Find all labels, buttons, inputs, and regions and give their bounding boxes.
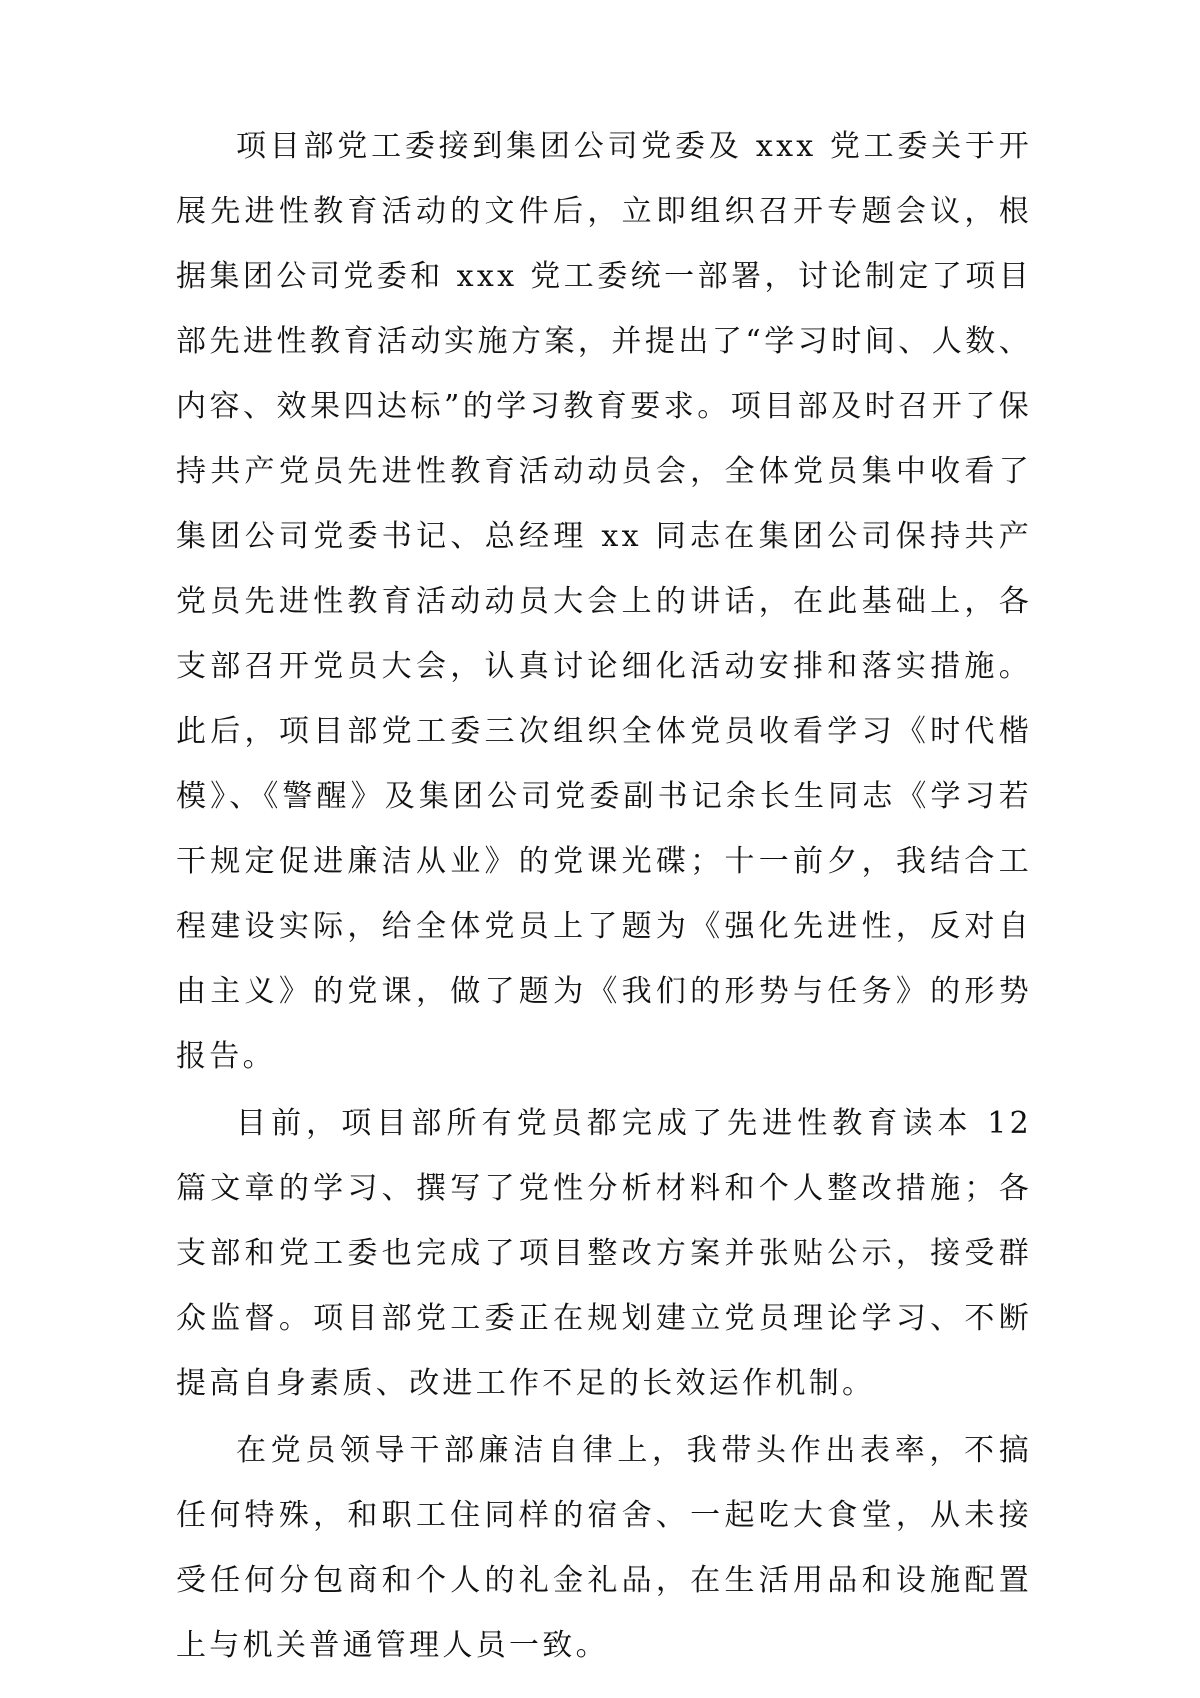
paragraph-current-progress: 目前，项目部所有党员都完成了先进性教育读本 12 篇文章的学习、撰写了党性分析材料和个人整改措施；各支部和党工委也完成了项目整改方案并张贴公示，接受群众监督。项目部党工委正在规划建立党员理论学习、不断提高自身素质、改进工作不足的长效运作机制。 bbox=[176, 1106, 1032, 1401]
paragraph-education-activities: 项目部党工委接到集团公司党委及 xxx 党工委关于开展先进性教育活动的文件后，立即组织召开专题会议，根据集团公司党委和 xxx 党工委统一部署，讨论制定了项目部先进性教育活动实施方案，并提出了“学习时间、人数、内容、效果四达标”的学习教育要求。项目部及时召开了保持共产党员先进性教育活动动员会，全体党员集中收看了集团公司党委书记、总经理 xx 同志在集团公司保持共产党员先进性教育活动动员大会上的讲话，在此基础上，各支部召开党员大会，认真讨论细化活动安排和落实措施。此后，项目部党工委三次组织全体党员收看学习《时代楷模》、《警醒》及集团公司党委副书记余长生同志《学习若干规定促进廉洁从业》的党课光碟；十一前夕，我结合工程建设实际，给全体党员上了题为《强化先进性，反对自由主义》的党课，做了题为《我们的形势与任务》的形势报告。 bbox=[176, 129, 1032, 1074]
paragraph-self-discipline: 在党员领导干部廉洁自律上，我带头作出表率，不搞任何特殊，和职工住同样的宿舍、一起吃大食堂，从未接受任何分包商和个人的礼金礼品，在生活用品和设施配置上与机关普通管理人员一致。 bbox=[176, 1433, 1032, 1663]
document-body bbox=[176, 114, 1032, 1678]
